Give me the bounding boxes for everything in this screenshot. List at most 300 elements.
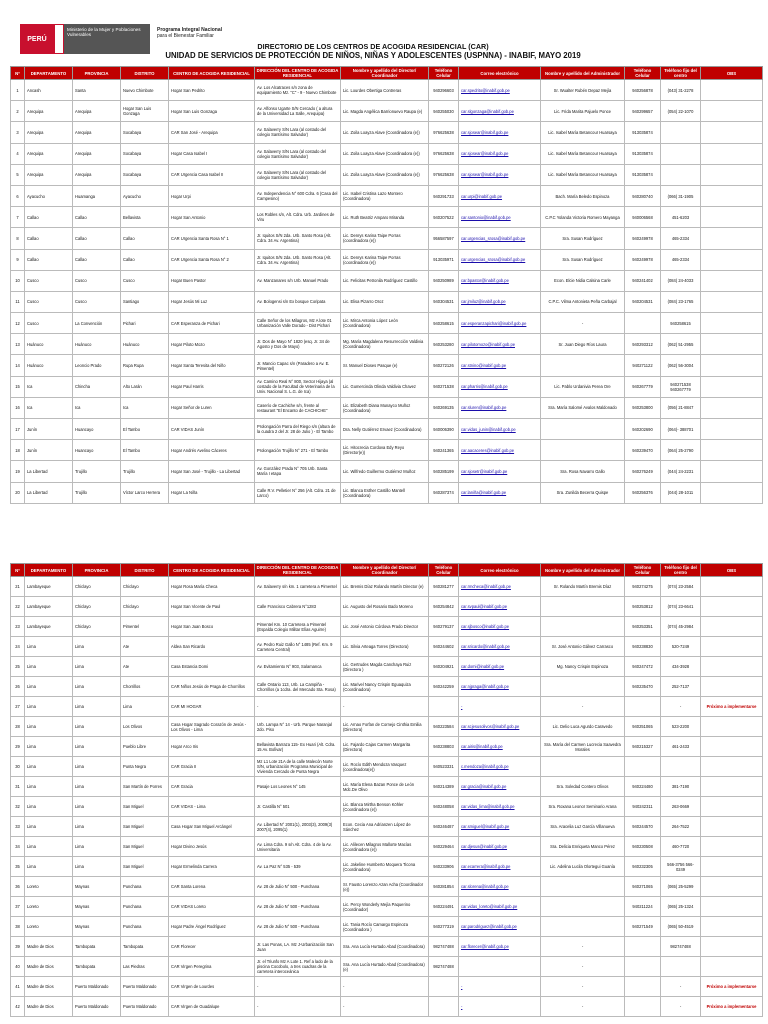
table-cell: (074) 45-2984 bbox=[661, 617, 701, 637]
table-cell: 940271538 bbox=[429, 376, 459, 397]
email-link[interactable]: car.sjosear@inabif.gob.pe bbox=[459, 122, 541, 143]
table-cell: (065) 50-4519 bbox=[661, 917, 701, 937]
table-cell: 940223584 bbox=[429, 717, 459, 737]
table-cell: Av. Camino Real N° 800, Sector Hijaya (al costado de la Facultad de Veterinaria de la Univ. Nacional S. L.G. de Ica) bbox=[255, 376, 341, 397]
table-cell bbox=[429, 977, 459, 997]
table-cell: Econ. Elcie Nidia Calsina Carle bbox=[541, 270, 625, 291]
email-link[interactable]: car.esperanzapichari@inabif.gob.pe bbox=[459, 313, 541, 334]
table-cell: Santiago bbox=[121, 291, 169, 312]
table-cell: Lic. Wilfredo Guillermo Gutiérrez Muñoz bbox=[341, 461, 429, 482]
email-link[interactable]: car.sjosetr@inabif.gob.pe bbox=[459, 461, 541, 482]
table-cell: Arequipa bbox=[25, 122, 73, 143]
table-cell bbox=[701, 249, 763, 270]
table-row bbox=[11, 937, 763, 957]
table-cell bbox=[701, 185, 763, 206]
table-cell: Callao bbox=[121, 228, 169, 249]
table-row bbox=[11, 637, 763, 657]
table-cell: Pichari bbox=[121, 313, 169, 334]
email-link[interactable]: car.njpraga@inabif.gob.pe bbox=[459, 677, 541, 697]
email-link[interactable]: car.vidas_loreto@inabif.gob.pe bbox=[459, 897, 541, 917]
table-cell: Lima bbox=[25, 637, 73, 657]
table-cell: CAR San José - Arequipa bbox=[169, 122, 255, 143]
table-cell: Lic. Delio Luca Agurdo Caravedo bbox=[541, 717, 625, 737]
table-cell: 940224480 bbox=[625, 777, 661, 797]
table-row bbox=[11, 877, 763, 897]
table-cell: 11 bbox=[11, 291, 25, 312]
email-link: - bbox=[459, 977, 541, 997]
table-cell: Lima bbox=[25, 657, 73, 677]
table-cell: Madre de Dios bbox=[25, 997, 73, 1017]
table-cell: 940274275 bbox=[625, 577, 661, 597]
table-cell: 940249978 bbox=[625, 249, 661, 270]
table-cell: Huánuco bbox=[25, 334, 73, 355]
table-row bbox=[11, 957, 763, 977]
table-cell bbox=[701, 397, 763, 418]
table-cell bbox=[701, 897, 763, 917]
table-cell: 956587597 bbox=[429, 228, 459, 249]
table-cell: 523-2200 bbox=[661, 717, 701, 737]
table-cell: Lic. José Antonio Córdova Prado Director bbox=[341, 617, 429, 637]
table-cell: CAR Gracia bbox=[169, 777, 255, 797]
table-cell: 940523331 bbox=[429, 757, 459, 777]
table-cell: 940285199 bbox=[429, 461, 459, 482]
table-cell: Sra. María Salomé Avalos Maldonado bbox=[541, 397, 625, 418]
table-cell: 3 bbox=[11, 122, 25, 143]
table-cell: Cusco bbox=[73, 291, 121, 312]
table-row bbox=[11, 101, 763, 122]
table-cell: - bbox=[661, 997, 701, 1017]
table-cell: Arequipa bbox=[73, 122, 121, 143]
column-header: OBS bbox=[701, 67, 763, 80]
table-cell: Lic. Gertrudes Magda Canchaya Ruiz (Directora ) bbox=[341, 657, 429, 677]
table-cell: Jr. Iquitos S/N 2da. Urb. Santo Rosa (Alt. Cdra. 34 Av. Argentina) bbox=[255, 249, 341, 270]
table-cell bbox=[701, 637, 763, 657]
table-cell: 434-3928 bbox=[661, 657, 701, 677]
email-link[interactable]: car.vidas_lima@inabif.gob.pe bbox=[459, 797, 541, 817]
email-link[interactable]: car.urpi@inabif.gob.pe bbox=[459, 185, 541, 206]
column-header: Nº bbox=[11, 67, 25, 80]
table-cell: - bbox=[255, 977, 341, 997]
table-cell: 940238803 bbox=[429, 737, 459, 757]
table-cell bbox=[541, 897, 625, 917]
table-cell: Sr. Fausto Lorenzo Azan Acha (Coordinador (e)) bbox=[341, 877, 429, 897]
table-cell: 381-7190 bbox=[661, 777, 701, 797]
table-cell: (064)- 388701 bbox=[661, 419, 701, 440]
column-header: Nombre y apellido del Administrador bbox=[541, 564, 625, 577]
table-cell: Pasaje Los Leones N° 145 bbox=[255, 777, 341, 797]
table-cell: Pueblo Libre bbox=[121, 737, 169, 757]
table-cell: 940233906 bbox=[429, 857, 459, 877]
table-cell bbox=[701, 313, 763, 334]
table-cell: Callao bbox=[25, 228, 73, 249]
table-cell bbox=[661, 164, 701, 185]
table-cell: Av. Alfonso Ugarte S/N Cercado ( a altura de la Universidad La Salle, Arequipa) bbox=[255, 101, 341, 122]
table-cell bbox=[701, 355, 763, 376]
table-cell: Puerto Maldonado bbox=[121, 997, 169, 1017]
table-cell: Mg. María Magdalena Resurrección Valdivia (Coordinadora) bbox=[341, 334, 429, 355]
table-cell: 566-3756 566-0249 bbox=[661, 857, 701, 877]
table-cell bbox=[541, 917, 625, 937]
table-row bbox=[11, 677, 763, 697]
table-row bbox=[11, 777, 763, 797]
table-cell: Lic. Blanca Esther Castillo Mantell (Coordinadora) bbox=[341, 482, 429, 503]
table-cell: Lic. Zoila Loayza Alave (Coordinadora (e)) bbox=[341, 164, 429, 185]
table-cell: Lic. Marivel Nancy Crispin Eguaquiza (Coordinadora) bbox=[341, 677, 429, 697]
table-cell: Hogar Divino Jesús bbox=[169, 837, 255, 857]
table-cell: CAR Urgencia Santa Rosa N° 2 bbox=[169, 249, 255, 270]
table-cell: 940271549 bbox=[625, 917, 661, 937]
table-cell: Sra. Aracelia Luz García Villanueva bbox=[541, 817, 625, 837]
table-cell: (054) 22-1070 bbox=[661, 101, 701, 122]
table-row bbox=[11, 897, 763, 917]
table-cell: 940204921 bbox=[429, 657, 459, 677]
table-cell: Junín bbox=[25, 440, 73, 461]
table-cell: 982747488 bbox=[661, 937, 701, 957]
table-cell bbox=[625, 757, 661, 777]
email-link[interactable]: c.mendoza@inabif.gob.pe bbox=[459, 757, 541, 777]
table-cell: C.P.C Yolanda Victoria Romero Mayanga bbox=[541, 207, 625, 228]
table-cell: Lic. Jakeline Humberto Moquera Ticona (Coordinadora) bbox=[341, 857, 429, 877]
table-cell: Hogar Señor de Luren bbox=[169, 397, 255, 418]
table-cell: Av. 28 de Julio N° 500 - Punchana bbox=[255, 917, 341, 937]
email-link[interactable]: car.sjosear@inabif.gob.pe bbox=[459, 143, 541, 164]
table-row bbox=[11, 697, 763, 717]
table-cell: Lic. Zoila Loayza Alave (Coordinadora (e)) bbox=[341, 143, 429, 164]
table-cell: 25 bbox=[11, 657, 25, 677]
table-cell: Huánuco bbox=[121, 334, 169, 355]
column-header: Nombre y apellido del Administrador bbox=[541, 67, 625, 80]
table-cell: Loreto bbox=[25, 877, 73, 897]
table-row bbox=[11, 577, 763, 597]
table-cell: Lic. Bremis Díaz Rolando Martín Director (e) bbox=[341, 577, 429, 597]
table-cell: - bbox=[541, 937, 625, 957]
table-cell: Callao bbox=[73, 228, 121, 249]
table-cell: 913035874 bbox=[625, 122, 661, 143]
table-cell: 940287374 bbox=[429, 482, 459, 503]
table-cell: 27 bbox=[11, 697, 25, 717]
email-link[interactable]: car.stnino@inabif.gob.pe bbox=[459, 355, 541, 376]
table-cell: 264-7522 bbox=[661, 817, 701, 837]
table-cell: Lima bbox=[73, 797, 121, 817]
table-cell: 940006390 bbox=[429, 419, 459, 440]
table-cell bbox=[701, 857, 763, 877]
table-cell: Lima bbox=[73, 857, 121, 877]
table-cell: Lic. Hitocrecia Cordova Edy Reyo (Director(e)) bbox=[341, 440, 429, 461]
table-cell: 940267779 bbox=[625, 376, 661, 397]
table-cell: Av. Lima Cdra. 9 s/n Alt. Cdra. 4 de la Av. Universitaria bbox=[255, 837, 341, 857]
table-cell: Av. La Paz N° 535 - 539 bbox=[255, 857, 341, 877]
table-cell bbox=[661, 757, 701, 777]
table-cell: 35 bbox=[11, 857, 25, 877]
table-cell bbox=[701, 717, 763, 737]
table-cell: CAR Esperanza de Pichari bbox=[169, 313, 255, 334]
table-cell bbox=[701, 376, 763, 397]
table-cell: Lima bbox=[25, 817, 73, 837]
table-cell: Víctor Larco Herrera bbox=[121, 482, 169, 503]
table-cell: Sr. José Antonio Gálvez Carrasco bbox=[541, 637, 625, 657]
table-cell bbox=[661, 143, 701, 164]
email-link[interactable]: car.sricardo@inabif.gob.pe bbox=[459, 637, 541, 657]
table-cell: Socabaya bbox=[121, 164, 169, 185]
table-cell: 19 bbox=[11, 461, 25, 482]
table-cell: Puerto Maldonado bbox=[121, 977, 169, 997]
email-link[interactable]: car.sjbosco@inabif.gob.pe bbox=[459, 617, 541, 637]
table-cell: Mz L1 Lote 21A de la calle Malecón Norte S/N, urbanización Programa Municipal de Vivienda Cercado de Punta Negra bbox=[255, 757, 341, 777]
column-header: Teléfono fijo del centro bbox=[661, 67, 701, 80]
table-cell: Lic. Augusto del Rosario Bado Moreno bbox=[341, 597, 429, 617]
table-cell: CAR Niños Jesús de Praga de Chorrillos bbox=[169, 677, 255, 697]
table-cell bbox=[701, 207, 763, 228]
email-link[interactable]: car.svpaul@inabif.gob.pe bbox=[459, 597, 541, 617]
email-link[interactable]: car.pilotomozo@inabif.gob.pe bbox=[459, 334, 541, 355]
table-cell: Aldea San Ricardo bbox=[169, 637, 255, 657]
email-link[interactable]: car.jmiluz@inabif.gob.pe bbox=[459, 291, 541, 312]
email-link[interactable]: car.urgencias_srosa@inabif.gob.pe bbox=[459, 249, 541, 270]
column-header: Nombre y apellido del Director/ Coordinador bbox=[341, 564, 429, 577]
table-cell: 940230508 bbox=[625, 837, 661, 857]
table-cell bbox=[701, 577, 763, 597]
table-cell: - bbox=[255, 997, 341, 1017]
table-cell: Hogar Jesús Mi Luz bbox=[169, 291, 255, 312]
email-link[interactable]: car.pharris@inabif.gob.pe bbox=[459, 376, 541, 397]
table-cell: Lic. Gumercinda Olinda Valdivia Chavez bbox=[341, 376, 429, 397]
table-row bbox=[11, 917, 763, 937]
table-cell bbox=[701, 817, 763, 837]
table-cell bbox=[541, 440, 625, 461]
logo-ministry: Ministerio de la Mujer y Poblaciones Vulnerables bbox=[64, 24, 150, 54]
table-row bbox=[11, 291, 763, 312]
column-header: Nombre y apellido del Director/ Coordinador bbox=[341, 67, 429, 80]
column-header: Teléfono Celular bbox=[429, 67, 459, 80]
table-cell: 940224491 bbox=[429, 897, 459, 917]
table-cell: Hogar Casa Isabel I bbox=[169, 143, 255, 164]
email-link[interactable]: car.slorena@inabif.gob.pe bbox=[459, 877, 541, 897]
table-row bbox=[11, 270, 763, 291]
table-cell: Av. Bologensi s/n Ex bosque Coripata bbox=[255, 291, 341, 312]
table-cell: Cusco bbox=[73, 270, 121, 291]
email-link[interactable]: car.parodriguez@inabif.gob.pe bbox=[459, 917, 541, 937]
table-cell: 940204531 bbox=[625, 291, 661, 312]
table-cell bbox=[661, 122, 701, 143]
table-cell: Los Olivos bbox=[121, 717, 169, 737]
table-cell: El Tambo bbox=[121, 419, 169, 440]
column-header: DEPARTAMENTO bbox=[25, 564, 73, 577]
table-cell: 940271538 940267779 bbox=[661, 376, 701, 397]
table-cell: 940256878 bbox=[625, 80, 661, 101]
table-cell: 37 bbox=[11, 897, 25, 917]
table-cell: Próximo a implementarse bbox=[701, 697, 763, 717]
column-header: OBS bbox=[701, 564, 763, 577]
table-cell: 7 bbox=[11, 207, 25, 228]
email-link[interactable]: car.aacaceres@inabif.gob.pe bbox=[459, 440, 541, 461]
table-cell: 460-7720 bbox=[661, 837, 701, 857]
email-link[interactable]: car.smiguel@inabif.gob.pe bbox=[459, 817, 541, 837]
table-cell: 940247472 bbox=[625, 657, 661, 677]
table-cell: 940207522 bbox=[429, 207, 459, 228]
table-cell: Ancash bbox=[25, 80, 73, 101]
table-cell: 36 bbox=[11, 877, 25, 897]
table-cell: Lic. Lourdes Obertiga Contreras bbox=[341, 80, 429, 101]
email-link[interactable]: car.gracia@inabif.gob.pe bbox=[459, 777, 541, 797]
table-cell: Callao bbox=[73, 207, 121, 228]
table-cell: Hogar Santa Teresita del Niño bbox=[169, 355, 255, 376]
table-cell: Lic. Blanca Mirtha Benson Köhler (Coordinadora (e)) bbox=[341, 797, 429, 817]
table-cell: (044) 28-1011 bbox=[661, 482, 701, 503]
email-link[interactable]: car.urgencias_srosa@inabif.gob.pe bbox=[459, 228, 541, 249]
table-cell: Jr. Castilla N° 501 bbox=[255, 797, 341, 817]
table-cell: 940248058 bbox=[429, 797, 459, 817]
table-cell: C.P.C. Vilma Antonieta Peña Carbajal bbox=[541, 291, 625, 312]
table-cell: 940269135 bbox=[429, 397, 459, 418]
table-cell: Santa bbox=[73, 80, 121, 101]
table-cell: 940239470 bbox=[625, 440, 661, 461]
email-link[interactable]: car.laniña@inabif.gob.pe bbox=[459, 482, 541, 503]
table-cell: Lic. Frida Marita Pajuelo Ponce bbox=[541, 101, 625, 122]
table-cell: Chiclayo bbox=[121, 597, 169, 617]
table-cell: Puerto Maldonado bbox=[73, 997, 121, 1017]
table-cell: 16 bbox=[11, 397, 25, 418]
table-cell: Lambayeque bbox=[25, 577, 73, 597]
table-cell: Huánuco bbox=[73, 334, 121, 355]
table-cell: 940202690 bbox=[625, 419, 661, 440]
table-cell: 9 bbox=[11, 249, 25, 270]
table-row bbox=[11, 164, 763, 185]
table-cell: Huancayo bbox=[73, 419, 121, 440]
table-cell: (043) 31-2278 bbox=[661, 80, 701, 101]
table-cell: Callao bbox=[73, 249, 121, 270]
table-cell: 940253280 bbox=[429, 334, 459, 355]
table-row bbox=[11, 313, 763, 334]
table-cell: Lic. Arnao Forfan de Cornejo Cinthia Emilia (Directora) bbox=[341, 717, 429, 737]
table-cell: - bbox=[661, 697, 701, 717]
table-cell bbox=[429, 997, 459, 1017]
table-cell: San Miguel bbox=[121, 797, 169, 817]
table-cell: Sra. Rosa Navarro Gallo bbox=[541, 461, 625, 482]
table-cell: Jr. Iquitos S/N 2da. Urb. Santo Rosa (Alt. Cdra. 34 Av. Argentina) bbox=[255, 228, 341, 249]
table-cell bbox=[541, 597, 625, 617]
table-cell: 14 bbox=[11, 355, 25, 376]
table-cell: CAR Urgencia Santa Rosa N° 1 bbox=[169, 228, 255, 249]
table-cell: Ate bbox=[121, 637, 169, 657]
table-cell: - bbox=[541, 313, 625, 334]
table-cell: Lima bbox=[73, 697, 121, 717]
table-cell: - bbox=[341, 977, 429, 997]
table-row bbox=[11, 597, 763, 617]
table-cell: San Miguel bbox=[121, 857, 169, 877]
table-cell: Av. Salaverry S/N Lara (al costado del colegio Santísimo Salvador) bbox=[255, 143, 341, 164]
email-link[interactable]: car.slgonzaga@inabif.gob.pe bbox=[459, 101, 541, 122]
table-cell: 940242259 bbox=[429, 677, 459, 697]
page-title: DIRECTORIO DE LOS CENTROS DE ACOGIDA RESIDENCIAL (CAR) bbox=[257, 42, 489, 51]
table-cell bbox=[701, 482, 763, 503]
table-cell: Jr. Mancio Capac s/n (Paradero a Av. E. Pimentel) bbox=[255, 355, 341, 376]
table-cell: Tambopata bbox=[73, 937, 121, 957]
table-cell: Callao bbox=[25, 249, 73, 270]
table-cell: Arequipa bbox=[25, 164, 73, 185]
table-cell: Próximo a implementarse bbox=[701, 977, 763, 997]
email-link[interactable]: car.florecer@inabif.gob.pe bbox=[459, 937, 541, 957]
table-cell: - bbox=[341, 997, 429, 1017]
table-cell: 15 bbox=[11, 376, 25, 397]
column-header: PROVINCIA bbox=[73, 67, 121, 80]
table-cell: Hogar Ermelinda Carrera bbox=[169, 857, 255, 877]
table-row bbox=[11, 249, 763, 270]
table-cell: Sr. Juan Diego Ríos Laura bbox=[541, 334, 625, 355]
table-cell bbox=[701, 597, 763, 617]
email-link[interactable]: car.sjosear@inabif.gob.pe bbox=[459, 164, 541, 185]
table-cell: Av. Salaverry s/n km. 1 carretera a Pimentel bbox=[255, 577, 341, 597]
table-cell: Urb. Lampa N° 14 - Urb. Parque Naranjal 2do. Piso bbox=[255, 717, 341, 737]
table-cell: Trujillo bbox=[121, 461, 169, 482]
table-cell: Nuevo Chimbote bbox=[121, 80, 169, 101]
table-cell: 976625638 bbox=[429, 143, 459, 164]
table-cell: 465-2334 bbox=[661, 249, 701, 270]
table-cell: Arequipa bbox=[73, 164, 121, 185]
table-cell: Callao bbox=[121, 249, 169, 270]
table-cell: (064) 25-2790 bbox=[661, 440, 701, 461]
table-cell: Maynas bbox=[73, 897, 121, 917]
table-cell: Puerto Maldonado bbox=[73, 977, 121, 997]
table-cell: 940235470 bbox=[625, 677, 661, 697]
table-cell: Alto Larán bbox=[121, 376, 169, 397]
table-cell: Sra. Delicia Enriqueta Manco Pérez bbox=[541, 837, 625, 857]
email-link[interactable]: car.scjesusolivos@inabif.gob.pe bbox=[459, 717, 541, 737]
table-cell: Pimentel bbox=[121, 617, 169, 637]
column-header: CENTRO DE ACOGIDA RESIDENCIAL bbox=[169, 67, 255, 80]
table-cell bbox=[625, 697, 661, 717]
table-cell: Hogar Paul Harris bbox=[169, 376, 255, 397]
table-cell: Chiclayo bbox=[73, 577, 121, 597]
email-link[interactable]: car.djesus@inabif.gob.pe bbox=[459, 837, 541, 857]
table-cell: Chiclayo bbox=[73, 597, 121, 617]
table-cell: Chiclayo bbox=[73, 617, 121, 637]
table-cell: 940232305 bbox=[625, 857, 661, 877]
email-link[interactable]: car.airis@inabif.gob.pe bbox=[459, 737, 541, 757]
table-cell: CAR Virgen de Lourdes bbox=[169, 977, 255, 997]
email-link[interactable]: car.domi@inabif.gob.pe bbox=[459, 657, 541, 677]
table-cell: Sra. Ana Lucía Hurtado Abad (Coordinadora)(e) bbox=[341, 957, 429, 977]
table-cell: Jr. Dos de Mayo N° 1820 (esq. Jr. 34 de Agosto y Dos de Mayo) bbox=[255, 334, 341, 355]
table-cell: Av. Independencia N° 600 Cdra. 6 (Casa del Campesino) bbox=[255, 185, 341, 206]
email-link[interactable]: car.sluren@inabif.gob.pe bbox=[459, 397, 541, 418]
table-cell: Hogar San Luis Gonzaga bbox=[169, 101, 255, 122]
table-cell: Sra. Susan Rodríguez bbox=[541, 249, 625, 270]
table-cell: 913035874 bbox=[625, 143, 661, 164]
table-cell bbox=[701, 737, 763, 757]
table-cell: Calle R.V. Pelletier N° 256 (Alt. Cdra. 21 de Larco) bbox=[255, 482, 341, 503]
table-cell: Lima bbox=[73, 637, 121, 657]
table-cell: Lic. Adelina Lucila Olortegui Guanía bbox=[541, 857, 625, 877]
table-cell: Bellavista Barraza 115- Ex Huari (Alt. Cdra. 15 Av. Bolívar) bbox=[255, 737, 341, 757]
table-cell: Lambayeque bbox=[25, 597, 73, 617]
email-link[interactable]: car.bpastor@inabif.gob.pe bbox=[459, 270, 541, 291]
table-cell: 26 bbox=[11, 677, 25, 697]
table-cell: 2 bbox=[11, 101, 25, 122]
email-link[interactable]: car.ecarrera@inabif.gob.pe bbox=[459, 857, 541, 877]
table-cell bbox=[701, 440, 763, 461]
table-cell: 41 bbox=[11, 977, 25, 997]
table-cell: Lic. Mirca Antonia López León (Coordinadora) bbox=[341, 313, 429, 334]
table-cell: 24 bbox=[11, 637, 25, 657]
table-cell: 940296603 bbox=[429, 80, 459, 101]
email-link[interactable]: car.santonio@inabif.gob.pe bbox=[459, 207, 541, 228]
email-link[interactable]: car.rmcheca@inabif.gob.pe bbox=[459, 577, 541, 597]
table-cell: 976625638 bbox=[429, 122, 459, 143]
email-link[interactable]: car.vidas_junin@inabif.gob.pe bbox=[459, 419, 541, 440]
email-link[interactable]: car.spedrito@inabif.gob.pe bbox=[459, 80, 541, 101]
table-cell: Sra. Zunilda Becerra Quispe bbox=[541, 482, 625, 503]
table-cell: Arequipa bbox=[25, 143, 73, 164]
